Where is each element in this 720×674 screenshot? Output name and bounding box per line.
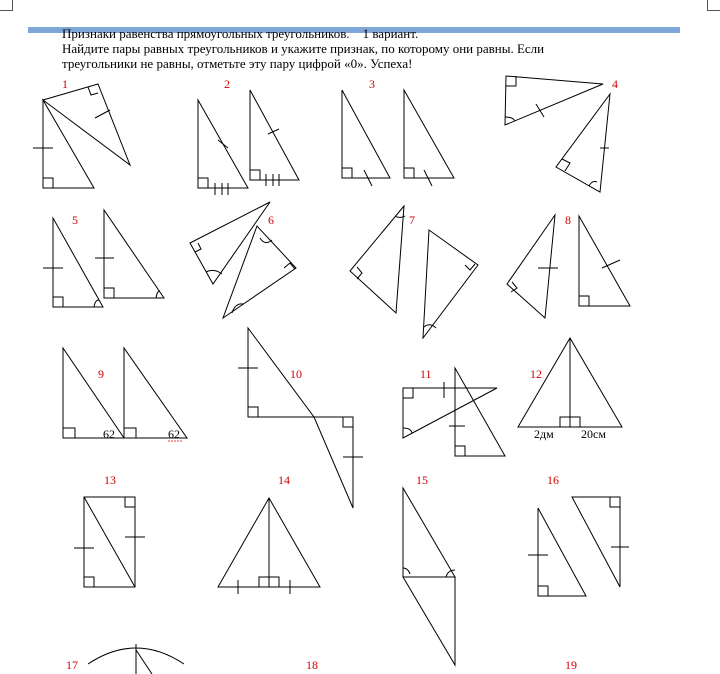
angle-label-62-right: 62 xyxy=(168,427,180,441)
figure-8 xyxy=(507,213,630,318)
figure-17 xyxy=(66,644,184,674)
figure-12 xyxy=(518,338,622,441)
figure-number-17: 17 xyxy=(66,658,78,672)
figure-number-7: 7 xyxy=(409,213,415,227)
figure-number-15: 15 xyxy=(416,473,428,487)
figure-13 xyxy=(74,473,145,587)
figure-number-14: 14 xyxy=(278,473,290,487)
figure-number-10: 10 xyxy=(290,367,302,381)
figure-number-2: 2 xyxy=(224,77,230,91)
variant-label: 1 вариант. xyxy=(362,26,419,41)
figure-number-16: 16 xyxy=(547,473,559,487)
figure-number-5: 5 xyxy=(72,213,78,227)
figure-1 xyxy=(33,77,130,188)
figure-9 xyxy=(63,348,187,441)
figure-number-6: 6 xyxy=(268,213,274,227)
figure-number-1: 1 xyxy=(62,77,68,91)
figure-2 xyxy=(198,77,299,195)
figure-15 xyxy=(403,473,455,665)
instructions-line-1: Найдите пары равных треугольников и укажите признак, по которому они равны. Если xyxy=(62,41,545,56)
figure-6 xyxy=(190,202,296,318)
side-label-20sm: 20см xyxy=(581,427,606,441)
worksheet-title: Признаки равенства прямоугольных треугольников. xyxy=(62,26,350,41)
figure-4 xyxy=(505,76,618,192)
figure-7 xyxy=(350,206,478,338)
figure-10 xyxy=(238,328,363,508)
figure-16 xyxy=(528,473,629,596)
figure-number-3: 3 xyxy=(369,77,375,91)
instructions-line-2: треугольники не равны, отметьте эту пару цифрой «0». Успеха! xyxy=(62,56,413,71)
figure-number-19: 19 xyxy=(565,658,577,672)
figure-number-8: 8 xyxy=(565,213,571,227)
figure-number-11: 11 xyxy=(420,367,432,381)
figure-number-4: 4 xyxy=(612,77,618,91)
side-label-2dm: 2дм xyxy=(534,427,554,441)
angle-label-62-left: 62 xyxy=(103,427,115,441)
figure-number-18: 18 xyxy=(306,658,318,672)
figure-number-13: 13 xyxy=(104,473,116,487)
figure-3 xyxy=(342,77,454,186)
figure-number-9: 9 xyxy=(98,367,104,381)
figure-number-12: 12 xyxy=(530,367,542,381)
figure-11 xyxy=(403,367,505,456)
figure-14 xyxy=(218,473,320,594)
figure-5 xyxy=(43,210,164,307)
